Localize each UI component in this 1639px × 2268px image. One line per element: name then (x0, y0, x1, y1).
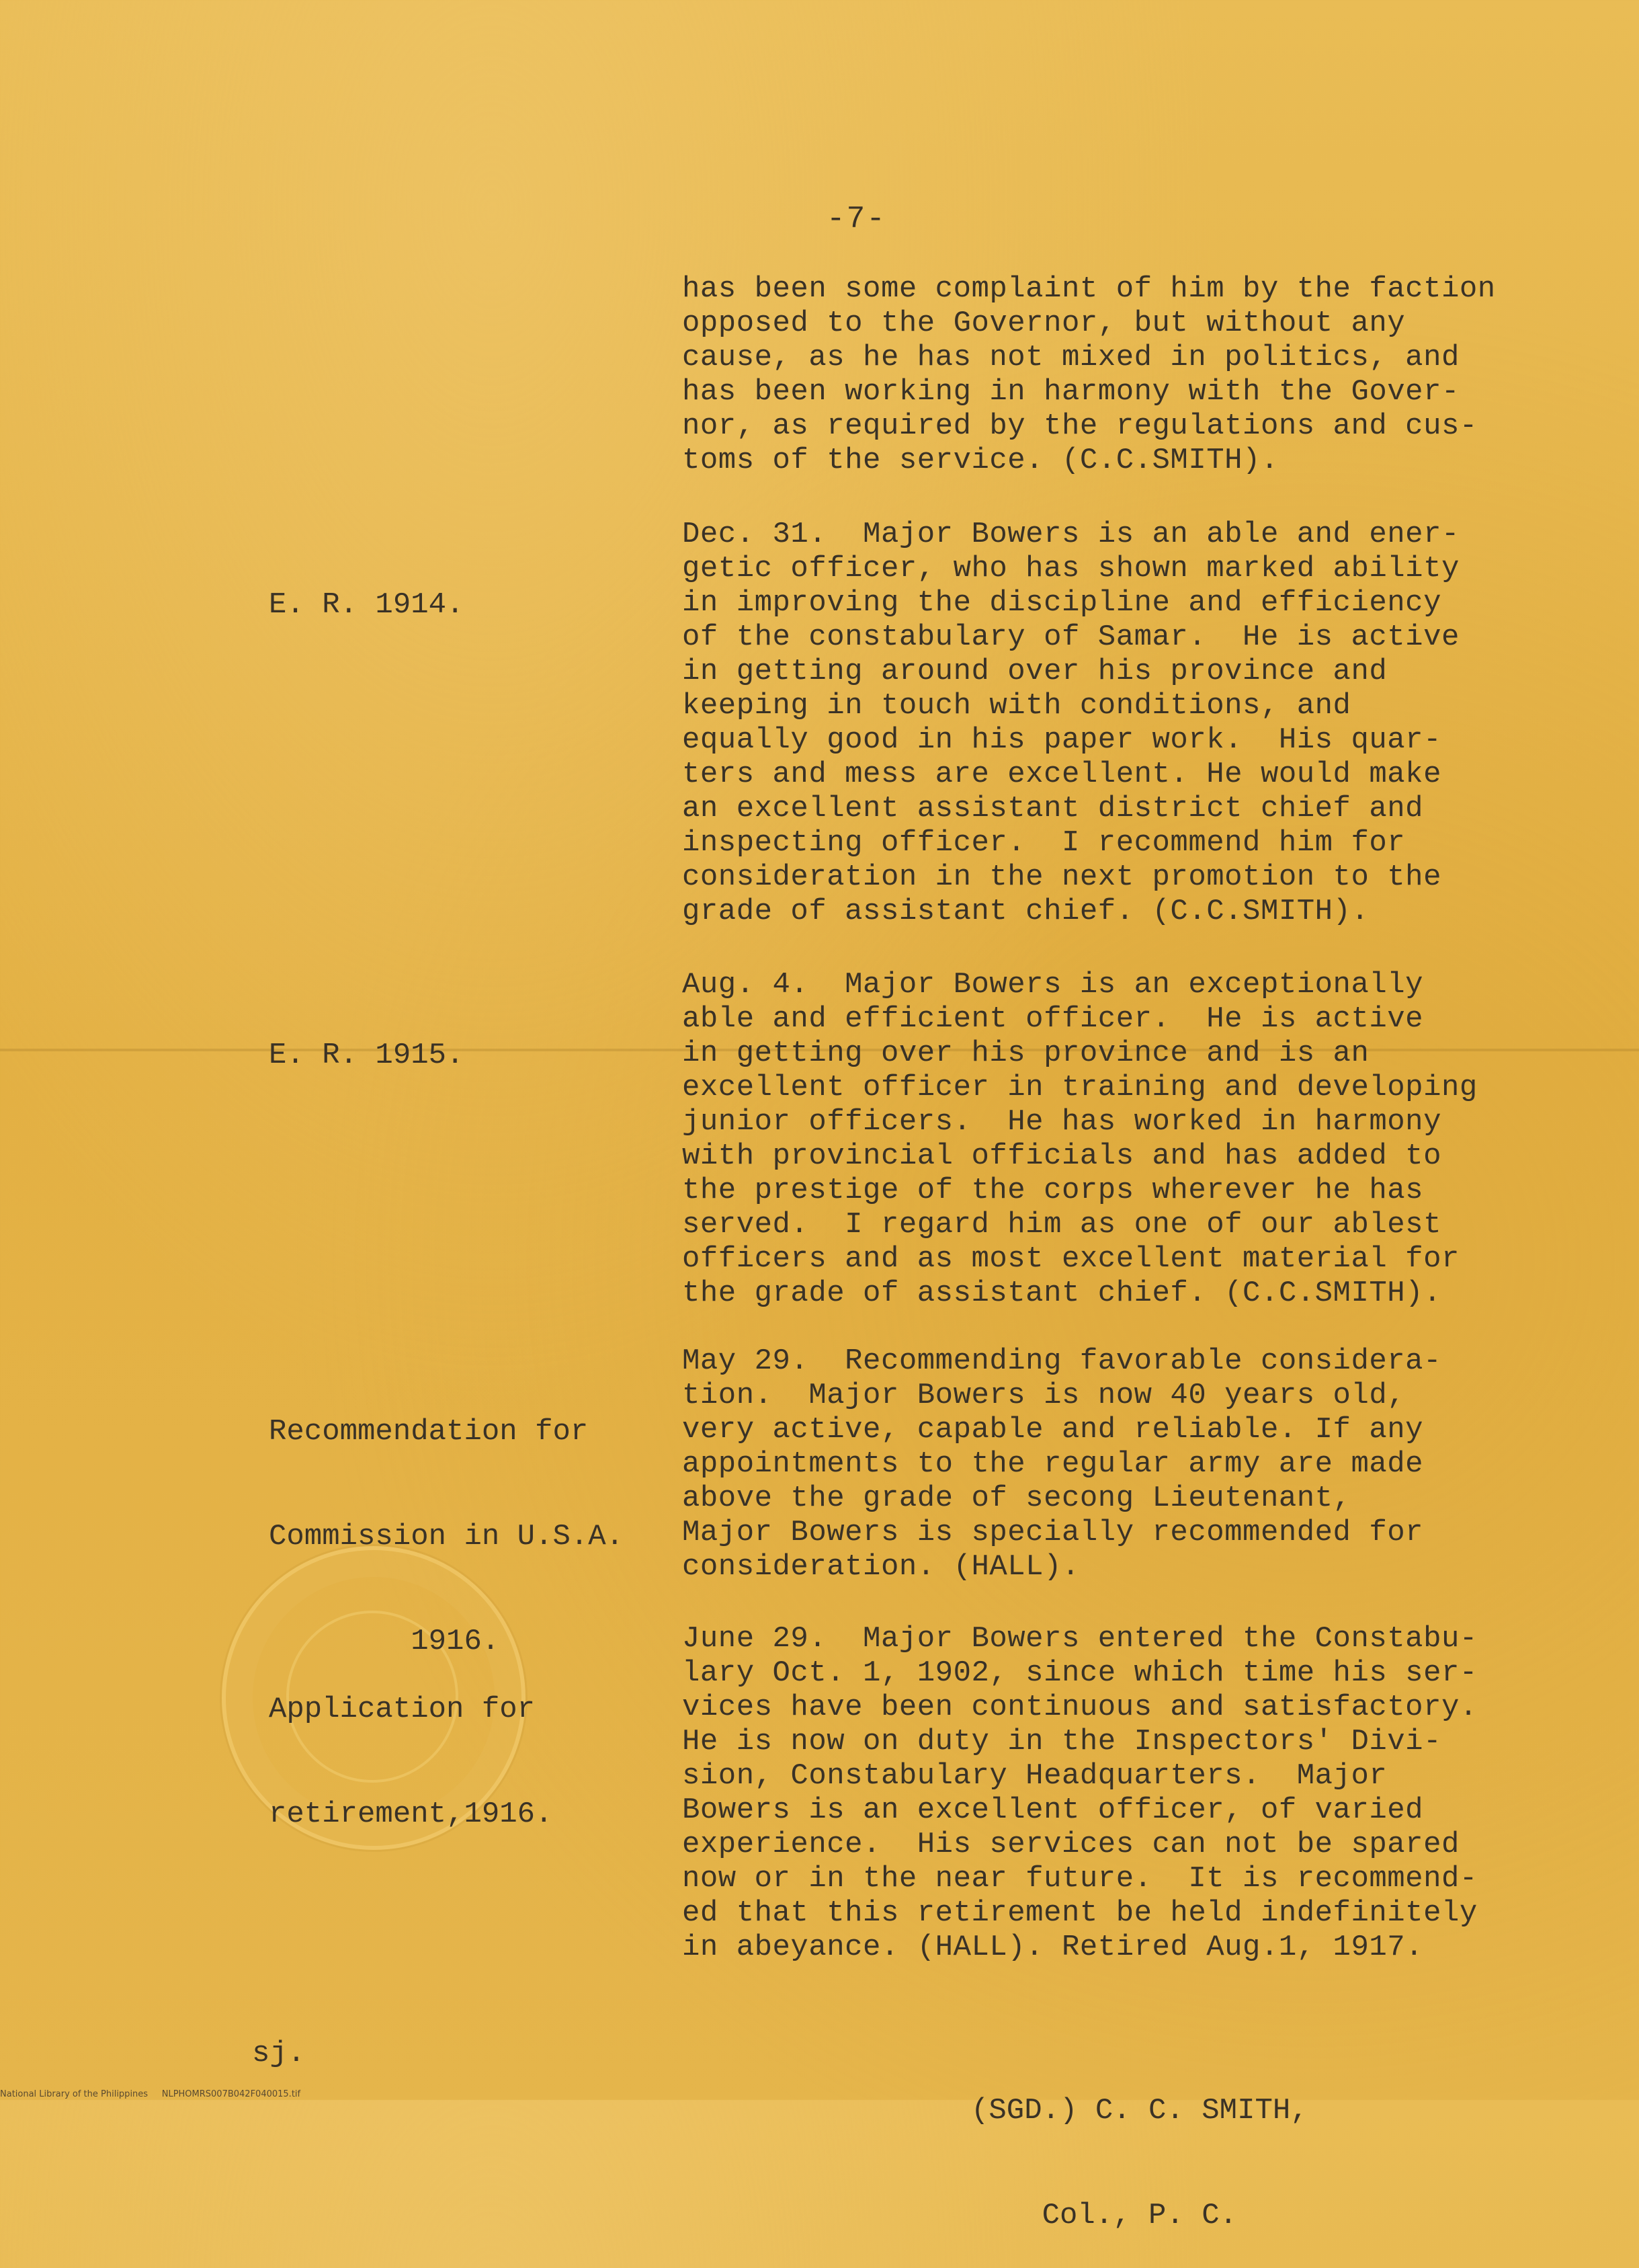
text-line: in getting over his province and is an (682, 1037, 1370, 1070)
text-line: keeping in touch with conditions, and (682, 689, 1351, 723)
label-line: Commission in U.S.A. (269, 1520, 624, 1553)
text-line: an excellent assistant district chief and (682, 792, 1424, 825)
label-line: retirement,1916. (269, 1797, 553, 1831)
section-retirement-text (682, 1622, 1623, 1965)
archive-footer: National Library of the Philippines NLPHOMRS007B042F040015.tif (0, 2089, 301, 2099)
typist-initials: sj. (252, 2037, 306, 2070)
text-line: tion. Major Bowers is now 40 years old, (682, 1379, 1406, 1412)
section-label-er-1915 (269, 968, 464, 1108)
signature-block (971, 2023, 1308, 2268)
text-line: in improving the discipline and efficiency (682, 586, 1441, 620)
text-line: ed that this retirement be held indefinitely (682, 1896, 1478, 1930)
label-line: 1916. (269, 1625, 500, 1658)
text-line: consideration. (HALL). (682, 1550, 1080, 1584)
page-number: -7- (827, 202, 886, 237)
section-label-retirement (269, 1622, 552, 1867)
text-line: equally good in his paper work. His quar- (682, 723, 1441, 757)
text-line: able and efficient officer. He is active (682, 1002, 1424, 1036)
text-line: the prestige of the corps wherever he has (682, 1174, 1424, 1207)
text-line: getic officer, who has shown marked ability (682, 552, 1460, 585)
text-line: nor, as required by the regulations and cus- (682, 409, 1478, 443)
text-line: opposed to the Governor, but without any (682, 307, 1406, 340)
text-line: ters and mess are excellent. He would make (682, 758, 1441, 791)
section-continuation-text (682, 272, 1623, 478)
text-line: appointments to the regular army are made (682, 1447, 1424, 1481)
text-line: Major Bowers is specially recommended for (682, 1516, 1424, 1549)
text-line: junior officers. He has worked in harmony (682, 1105, 1441, 1139)
text-line: May 29. Recommending favorable considera- (682, 1344, 1441, 1378)
text-line: above the grade of secong Lieutenant, (682, 1482, 1351, 1515)
section-label-er-1914 (269, 518, 464, 657)
text-line: very active, capable and reliable. If any (682, 1413, 1424, 1447)
text-line: officers and as most excellent material for (682, 1242, 1460, 1276)
text-line: lary Oct. 1, 1902, since which time his ser- (682, 1656, 1478, 1690)
label-line: Recommendation for (269, 1415, 589, 1449)
signature-title: Col., P. C. (971, 2199, 1238, 2232)
section-recommendation-text (682, 1344, 1623, 1584)
text-line: Dec. 31. Major Bowers is an able and ener- (682, 518, 1460, 551)
text-line: has been working in harmony with the Gover- (682, 375, 1460, 409)
text-line: sion, Constabulary Headquarters. Major (682, 1759, 1388, 1793)
text-line: the grade of assistant chief. (C.C.SMITH). (682, 1277, 1441, 1310)
text-line: in getting around over his province and (682, 655, 1388, 688)
text-line: June 29. Major Bowers entered the Constabu- (682, 1622, 1478, 1656)
text-line: grade of assistant chief. (C.C.SMITH). (682, 895, 1370, 928)
label-line: Application for (269, 1693, 536, 1726)
text-line: excellent officer in training and developing (682, 1071, 1478, 1104)
label-line: E. R. 1914. (269, 588, 464, 622)
section-er-1914-text (682, 518, 1623, 929)
text-line: with provincial officials and has added to (682, 1139, 1441, 1173)
text-line: served. I regard him as one of our ablest (682, 1208, 1441, 1242)
text-line: of the constabulary of Samar. He is active (682, 620, 1460, 654)
text-line: inspecting officer. I recommend him for (682, 826, 1406, 860)
text-line: consideration in the next promotion to the (682, 860, 1441, 894)
text-line: has been some complaint of him by the faction (682, 272, 1496, 306)
text-line: toms of the service. (C.C.SMITH). (682, 444, 1279, 477)
text-line: Bowers is an excellent officer, of varied (682, 1793, 1424, 1827)
text-line: now or in the near future. It is recommend- (682, 1862, 1478, 1896)
signature-line: (SGD.) C. C. SMITH, (971, 2094, 1308, 2128)
text-line: experience. His services can not be spared (682, 1828, 1460, 1861)
text-line: in abeyance. (HALL). Retired Aug.1, 1917. (682, 1931, 1424, 1964)
text-line: He is now on duty in the Inspectors' Divi- (682, 1725, 1441, 1758)
label-line: E. R. 1915. (269, 1039, 464, 1072)
text-line: cause, as he has not mixed in politics, and (682, 341, 1460, 374)
section-er-1915-text (682, 968, 1623, 1311)
text-line: vices have been continuous and satisfactory. (682, 1691, 1478, 1724)
text-line: Aug. 4. Major Bowers is an exceptionally (682, 968, 1424, 1002)
